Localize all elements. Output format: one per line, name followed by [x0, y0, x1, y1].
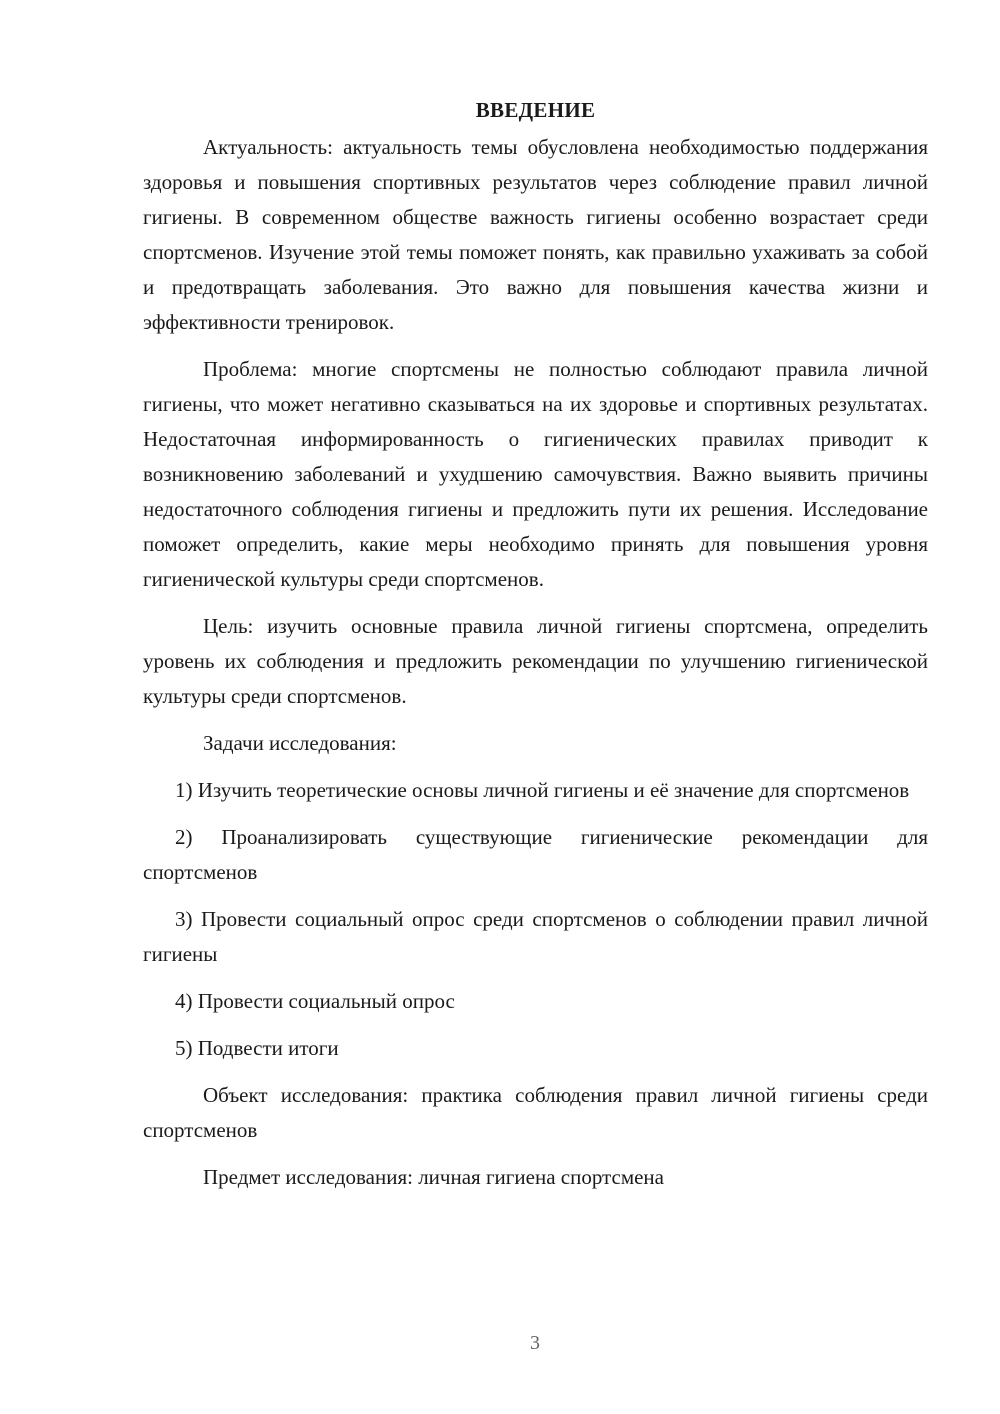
- paragraph-subject: Предмет исследования: личная гигиена спортсмена: [203, 1165, 664, 1189]
- document-page: [143, 92, 928, 1207]
- paragraph-relevance: Актуальность: актуальность темы обусловлена необходимостью поддержания здоровья и повышения спортивных результатов через соблюдение правил личной гигиены. В современном обществе важность гигиены особенно возрастает среди спортсменов. Изучение этой темы поможет понять, как правильно ухаживать за собой и предотвращать заболевания. Это важно для повышения качества жизни и эффективности тренировок.: [143, 135, 928, 334]
- tasks-heading: Задачи исследования:: [203, 731, 397, 755]
- paragraph-problem: Проблема: многие спортсмены не полностью соблюдают правила личной гигиены, что может негативно сказываться на их здоровье и спортивных результатах. Недостаточная информированность о гигиенических правилах приводит к возникновению заболеваний и ухудшению самочувствия. Важно выявить причины недостаточного соблюдения гигиены и предложить пути их решения. Исследование поможет определить, какие меры необходимо принять для повышения уровня гигиенической культуры среди спортсменов.: [143, 357, 928, 591]
- list-item: 4) Провести социальный опрос: [175, 989, 455, 1013]
- page-number: 3: [530, 1332, 540, 1354]
- list-item: 2) Проанализировать существующие гигиенические рекомендации для спортсменов: [143, 825, 928, 884]
- paragraph-goal: Цель: изучить основные правила личной гигиены спортсмена, определить уровень их соблюдения и предложить рекомендации по улучшению гигиенической культуры среди спортсменов.: [143, 614, 928, 708]
- list-item: 3) Провести социальный опрос среди спортсменов о соблюдении правил личной гигиены: [143, 907, 928, 966]
- page-title: ВВЕДЕНИЕ: [475, 98, 596, 122]
- paragraph-object: Объект исследования: практика соблюдения правил личной гигиены среди спортсменов: [143, 1083, 928, 1142]
- list-item: 5) Подвести итоги: [175, 1036, 339, 1060]
- list-item: 1) Изучить теоретические основы личной гигиены и её значение для спортсменов: [175, 778, 910, 802]
